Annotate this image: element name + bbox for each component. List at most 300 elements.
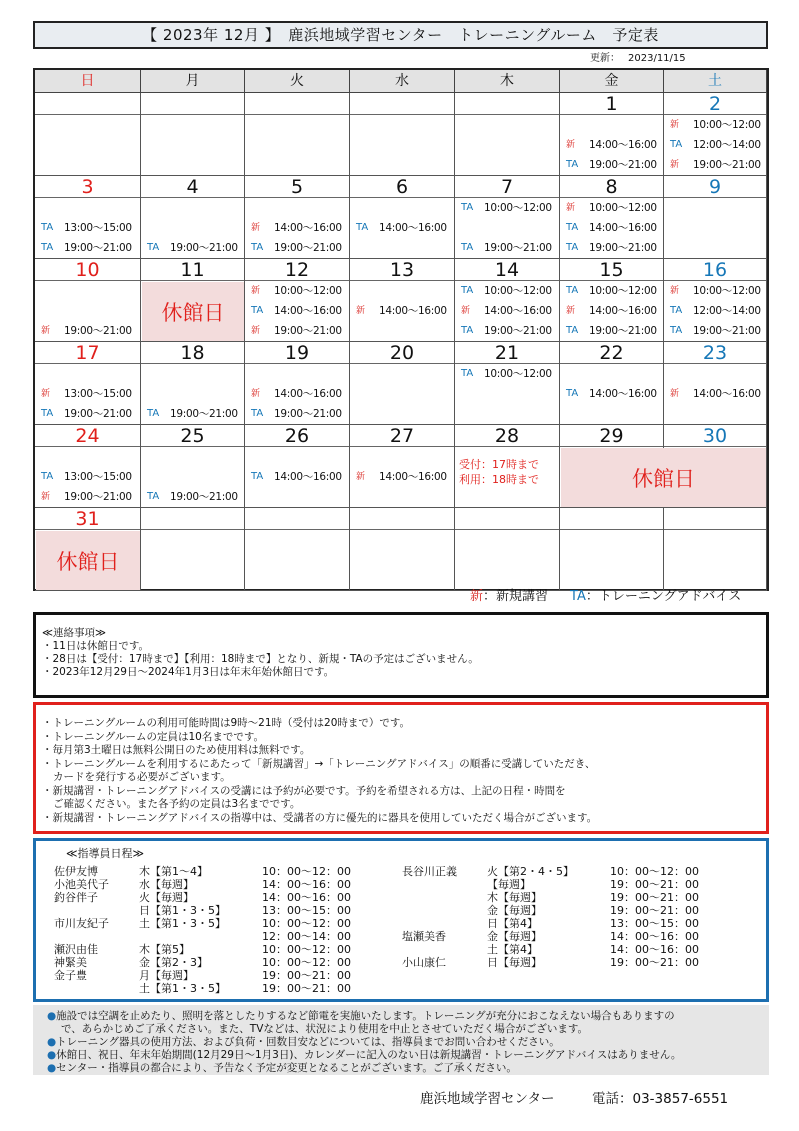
rule-line: ご確認ください。また各予約の定員は3名までです。: [53, 798, 301, 810]
slot-time: 10:00～12:00: [484, 202, 552, 214]
shin-marker: 新: [251, 223, 261, 233]
weekday-header: 土: [664, 70, 767, 93]
schedule-slot: [560, 218, 663, 238]
instructor-row: [402, 943, 742, 956]
day-cell: [245, 425, 350, 508]
slot-time: 19:00～21:00: [170, 408, 238, 420]
weekday-header: 日: [35, 70, 141, 93]
slot-time: 19:00～21:00: [484, 325, 552, 337]
ta-marker: TA: [566, 285, 579, 296]
shin-marker: 新: [251, 389, 261, 399]
instructor-row: [402, 865, 742, 878]
slot-time: 10:00～12:00: [693, 119, 761, 131]
instructor-sched: 金【第2・3】: [139, 956, 208, 969]
ta-marker: TA: [670, 139, 683, 150]
day-number: [35, 93, 140, 115]
schedule-slot: [245, 404, 349, 424]
instructor-sched: 木【第5】: [139, 943, 190, 956]
instructor-sched: 日【毎週】: [487, 956, 542, 969]
instructor-name: 小池美代子: [54, 878, 109, 891]
weekday-header: 月: [141, 70, 245, 93]
instructor-name: 瀬沢由佳: [54, 943, 98, 956]
footer-note-line: [47, 1049, 755, 1062]
schedule-slot: [35, 218, 140, 238]
day-cell: [141, 93, 245, 176]
day-cell: [455, 259, 560, 342]
signature: [420, 1090, 770, 1108]
weekday-header: 火: [245, 70, 350, 93]
day-number: 16: [664, 259, 766, 281]
shin-marker: 新: [356, 472, 366, 482]
slot-time: 12:00～14:00: [693, 305, 761, 317]
instructor-time: 10：00～12：00: [610, 865, 699, 878]
slot-time: 19:00～21:00: [170, 242, 238, 254]
slot-time: 19:00～21:00: [589, 159, 657, 171]
calendar-grid: [33, 68, 769, 591]
rule-line: カードを発行する必要がございます。: [53, 771, 231, 783]
notice-line: ・2023年12月29日～2024年1月3日は年末年始休館日です。: [42, 666, 335, 678]
day-cell: [560, 93, 664, 176]
schedule-slot: [455, 198, 559, 218]
instructor-row: [54, 982, 394, 995]
day-cell: [141, 176, 245, 259]
day-cell: [245, 342, 350, 425]
slot-time: 19:00～21:00: [274, 325, 342, 337]
slot-time: 13:00～15:00: [64, 471, 132, 483]
schedule-slot: [664, 115, 766, 135]
schedule-slot: [455, 301, 559, 321]
ta-marker: TA: [41, 408, 54, 419]
legend-ta-key: TA: [570, 589, 586, 604]
slot-time: 14:00～16:00: [589, 388, 657, 400]
ta-marker: TA: [251, 408, 264, 419]
day-number: 26: [245, 425, 349, 447]
day-cell: [664, 508, 767, 591]
schedule-slot: [350, 301, 454, 321]
shin-marker: 新: [461, 306, 471, 316]
shin-marker: 新: [566, 203, 576, 213]
schedule-slot: [350, 467, 454, 487]
shin-marker: 新: [356, 306, 366, 316]
updated-label: 更新：: [590, 53, 620, 64]
slot-time: 14:00～16:00: [693, 388, 761, 400]
day-number: 27: [350, 425, 454, 447]
slot-time: 14:00～16:00: [379, 471, 447, 483]
instructor-row: [402, 956, 742, 969]
slot-time: 14:00～16:00: [379, 305, 447, 317]
schedule-slot: [35, 321, 140, 341]
slot-time: 14:00～16:00: [274, 222, 342, 234]
instructor-row: [402, 904, 742, 917]
day-number: 7: [455, 176, 559, 198]
signature-tel: 電話：03-3857-6551: [592, 1091, 729, 1107]
day-cell: [245, 259, 350, 342]
instructor-name: 釣谷伴子: [54, 891, 98, 904]
schedule-slot: [245, 467, 349, 487]
rule-line: ・新規講習・トレーニングアドバイスの指導中は、受講者の方に優先的に器具を使用していただく場合がございます。: [42, 811, 598, 824]
day-number: [141, 508, 244, 530]
closed-day-label: 休館日: [561, 448, 766, 507]
instructor-row: [54, 904, 394, 917]
instructor-name: 塩瀬美香: [402, 930, 446, 943]
slot-time: 19:00～21:00: [274, 242, 342, 254]
instructor-row: [54, 943, 394, 956]
instructor-sched: 木【第1～4】: [139, 865, 208, 878]
schedule-slot: [141, 404, 244, 424]
ta-marker: TA: [147, 408, 160, 419]
day-number: 13: [350, 259, 454, 281]
instructor-time: 19：00～21：00: [610, 891, 699, 904]
day-cell: [664, 342, 767, 425]
schedule-slot: [664, 301, 766, 321]
schedule-slot: [455, 281, 559, 301]
footer-note-text: で、あらかじめご了承ください。また、TVなどは、状況により使用を中止とさせていただく場合がございます。: [61, 1023, 589, 1035]
day-number: 1: [560, 93, 663, 115]
day-number: 28: [455, 425, 559, 447]
weekday-header: 水: [350, 70, 455, 93]
schedule-slot: [560, 281, 663, 301]
day-number: 30: [664, 425, 766, 447]
shin-marker: 新: [670, 389, 680, 399]
day-cell: [455, 93, 560, 176]
day-cell: [245, 508, 350, 591]
notice-line: ・11日は休館日です。: [42, 640, 150, 652]
day-number: [455, 93, 559, 115]
footer-note-text: 休館日、祝日、年末年始期間(12月29日～1月3日)、カレンダーに記入のない日は新規講習・トレーニングアドバイスはありません。: [56, 1049, 682, 1061]
day-cell: [141, 425, 245, 508]
ta-marker: TA: [461, 325, 474, 336]
day-number: 8: [560, 176, 663, 198]
schedule-slot: [35, 467, 140, 487]
slot-time: 14:00～16:00: [379, 222, 447, 234]
weekday-header: 木: [455, 70, 560, 93]
day28-note-line: 利用：18時まで: [459, 473, 539, 486]
ta-marker: TA: [251, 242, 264, 253]
ta-marker: TA: [461, 202, 474, 213]
slot-time: 14:00～16:00: [274, 388, 342, 400]
day-cell: [35, 259, 141, 342]
schedule-slot: [455, 321, 559, 341]
updated-value: 2023/11/15: [628, 53, 686, 64]
slot-time: 19:00～21:00: [64, 325, 132, 337]
day-cell: [664, 176, 767, 259]
day-number: 25: [141, 425, 244, 447]
instructor-sched: 金【毎週】: [487, 904, 542, 917]
instructor-time: 19：00～21：00: [262, 969, 351, 982]
slot-time: 13:00～15:00: [64, 388, 132, 400]
rule-line: ・新規講習・トレーニングアドバイスの受講には予約が必要です。予約を希望される方は、上記の日程・時間を: [42, 784, 566, 797]
day-cell: [664, 93, 767, 176]
instructor-time: 14：00～16：00: [262, 878, 351, 891]
shin-marker: 新: [41, 389, 51, 399]
day-cell: [35, 93, 141, 176]
day-cell: [141, 342, 245, 425]
instructor-sched: 火【毎週】: [139, 891, 194, 904]
slot-time: 19:00～21:00: [693, 159, 761, 171]
ta-marker: TA: [356, 222, 369, 233]
instructor-time: 14：00～16：00: [610, 943, 699, 956]
slot-time: 19:00～21:00: [64, 491, 132, 503]
ta-marker: TA: [566, 159, 579, 170]
day-number: 10: [35, 259, 140, 281]
rule-line: ・毎月第3土曜日は無料公開日のため使用料は無料です。: [42, 744, 311, 756]
instructor-row: [402, 917, 742, 930]
schedule-slot: [560, 301, 663, 321]
instructor-row: [54, 956, 394, 969]
instructor-name: 神緊美: [54, 956, 87, 969]
day-number: 23: [664, 342, 766, 364]
day-number: [350, 508, 454, 530]
day-number: 5: [245, 176, 349, 198]
instructor-sched: 金【毎週】: [487, 930, 542, 943]
day-cell: [350, 342, 455, 425]
instructor-sched: 土【第1・3・5】: [139, 917, 226, 930]
instructor-row: [54, 878, 394, 891]
updated-date: [560, 52, 770, 66]
instructor-row: [54, 930, 394, 943]
day28-note: [459, 457, 539, 487]
footer-note-line: [47, 1010, 755, 1023]
instructor-row: [54, 917, 394, 930]
schedule-slot: [350, 218, 454, 238]
instructor-row: [54, 891, 394, 904]
instructor-name: 金子豊: [54, 969, 87, 982]
slot-time: 19:00～21:00: [693, 325, 761, 337]
slot-time: 10:00～12:00: [484, 368, 552, 380]
shin-marker: 新: [670, 160, 680, 170]
instructor-time: 10：00～12：00: [262, 956, 351, 969]
instructor-row: [402, 878, 742, 891]
day-cell: [350, 425, 455, 508]
bullet-icon: ●: [47, 1010, 57, 1022]
ta-marker: TA: [41, 471, 54, 482]
schedule-slot: [664, 135, 766, 155]
instructor-sched: 土【第4】: [487, 943, 538, 956]
day-number: 15: [560, 259, 663, 281]
footer-note-line: [47, 1023, 755, 1036]
slot-time: 12:00～14:00: [693, 139, 761, 151]
slot-time: 19:00～21:00: [274, 408, 342, 420]
day-number: 4: [141, 176, 244, 198]
day-cell: [141, 508, 245, 591]
day-number: [664, 508, 766, 530]
slot-time: 10:00～12:00: [589, 202, 657, 214]
schedule-slot: [455, 238, 559, 258]
legend-ta-text: ：トレーニングアドバイス: [585, 589, 742, 604]
day-number: 31: [35, 508, 140, 530]
schedule-slot: [35, 238, 140, 258]
schedule-slot: [35, 384, 140, 404]
schedule-slot: [664, 384, 766, 404]
day-cell: [560, 508, 664, 591]
footer-note-text: センター・指導員の都合により、予告なく予定が変更となることがございます。ご了承ください。: [56, 1062, 517, 1074]
day28-note-line: 受付：17時まで: [459, 458, 539, 471]
instructor-sched: 日【第1・3・5】: [139, 904, 226, 917]
schedule-slot: [141, 487, 244, 507]
footer-note-line: [47, 1036, 755, 1049]
slot-time: 14:00～16:00: [589, 222, 657, 234]
day-cell: [35, 176, 141, 259]
shin-marker: 新: [41, 326, 51, 336]
slot-time: 14:00～16:00: [274, 471, 342, 483]
day-number: 9: [664, 176, 766, 198]
ta-marker: TA: [461, 242, 474, 253]
schedule-slot: [560, 198, 663, 218]
schedule-slot: [560, 135, 663, 155]
day-cell: [560, 176, 664, 259]
instructor-row: [402, 930, 742, 943]
instructor-sched: 火【第2・4・5】: [487, 865, 574, 878]
day-number: [245, 508, 349, 530]
slot-time: 14:00～16:00: [274, 305, 342, 317]
instructor-name: 小山康仁: [402, 956, 446, 969]
day-cell: [455, 342, 560, 425]
slot-time: 14:00～16:00: [589, 139, 657, 151]
instructor-name: 佐伊友博: [54, 865, 98, 878]
ta-marker: TA: [461, 368, 474, 379]
schedule-slot: [560, 238, 663, 258]
day-number: [560, 508, 663, 530]
instructor-time: 19：00～21：00: [610, 956, 699, 969]
day-cell: [455, 508, 560, 591]
schedule-slot: [245, 218, 349, 238]
day-number: 24: [35, 425, 140, 447]
instructor-sched: 水【毎週】: [139, 878, 194, 891]
slot-time: 10:00～12:00: [484, 285, 552, 297]
closed-day-label: 休館日: [36, 531, 140, 590]
slot-time: 19:00～21:00: [484, 242, 552, 254]
shin-marker: 新: [566, 306, 576, 316]
slot-time: 13:00～15:00: [64, 222, 132, 234]
slot-time: 14:00～16:00: [589, 305, 657, 317]
notice-line: ・28日は【受付：17時まで】【利用：18時まで】となり、新規・TAの予定はございません。: [42, 653, 479, 665]
schedule-slot: [455, 364, 559, 384]
day-number: [350, 93, 454, 115]
day-cell: [245, 176, 350, 259]
instructor-time: 19：00～21：00: [262, 982, 351, 995]
day-number: 20: [350, 342, 454, 364]
day-cell: [350, 93, 455, 176]
shin-marker: 新: [566, 140, 576, 150]
day-number: 11: [141, 259, 244, 281]
day-number: 17: [35, 342, 140, 364]
ta-marker: TA: [251, 305, 264, 316]
instructor-row: [402, 891, 742, 904]
instructor-time: 10：00～12：00: [262, 865, 351, 878]
rule-line: ・トレーニングルームを利用するにあたって「新規講習」→「トレーニングアドバイス」の順番に受講していただき、: [42, 757, 596, 770]
schedule-slot: [560, 321, 663, 341]
instructor-title: ≪指導員日程≫: [66, 847, 145, 860]
day-cell: [455, 176, 560, 259]
schedule-slot: [245, 238, 349, 258]
signature-org: 鹿浜地域学習センター: [420, 1091, 555, 1107]
bullet-icon: ●: [47, 1036, 57, 1048]
instructor-row: [54, 969, 394, 982]
slot-time: 19:00～21:00: [64, 408, 132, 420]
ta-marker: TA: [147, 242, 160, 253]
day-number: [141, 93, 244, 115]
day-cell: [560, 259, 664, 342]
slot-time: 10:00～12:00: [693, 285, 761, 297]
instructor-sched: 土【第1・3・5】: [139, 982, 226, 995]
footer-note-text: 施設では空調を止めたり、照明を落としたりするなど節電を実施いたします。トレーニングが充分におこなえない場合もありますの: [56, 1010, 675, 1022]
day-cell: [35, 342, 141, 425]
day-number: 12: [245, 259, 349, 281]
day-number: 2: [664, 93, 766, 115]
instructor-name: 市川友紀子: [54, 917, 109, 930]
ta-marker: TA: [566, 388, 579, 399]
instructor-time: 13：00～15：00: [610, 917, 699, 930]
ta-marker: TA: [670, 305, 683, 316]
shin-marker: 新: [251, 286, 261, 296]
day-number: 22: [560, 342, 663, 364]
instructor-schedule-box: [33, 838, 769, 1002]
page-title: 【 2023年 12月 】 鹿浜地域学習センター トレーニングルーム 予定表: [33, 21, 768, 49]
ta-marker: TA: [41, 222, 54, 233]
instructor-sched: 日【第4】: [487, 917, 538, 930]
instructor-time: 14：00～16：00: [610, 930, 699, 943]
ta-marker: TA: [566, 222, 579, 233]
ta-marker: TA: [147, 491, 160, 502]
schedule-slot: [141, 238, 244, 258]
footer-note-line: [47, 1062, 755, 1075]
notice-box: [33, 612, 769, 698]
schedule-slot: [35, 404, 140, 424]
day-number: 18: [141, 342, 244, 364]
rule-line: ・トレーニングルームの利用可能時間は9時～21時（受付は20時まで）です。: [42, 717, 411, 729]
instructor-time: 13：00～15：00: [262, 904, 351, 917]
bullet-icon: ●: [47, 1049, 57, 1061]
instructor-time: 19：00～21：00: [610, 878, 699, 891]
shin-marker: 新: [41, 492, 51, 502]
shin-marker: 新: [670, 286, 680, 296]
ta-marker: TA: [461, 285, 474, 296]
day-number: 3: [35, 176, 140, 198]
schedule-slot: [35, 487, 140, 507]
weekday-header: 金: [560, 70, 664, 93]
shin-marker: 新: [251, 326, 261, 336]
schedule-slot: [245, 321, 349, 341]
day-cell: [664, 259, 767, 342]
instructor-time: 10：00～12：00: [262, 943, 351, 956]
rule-line: ・トレーニングルームの定員は10名までです。: [42, 730, 264, 743]
footer-note-text: トレーニング器具の使用方法、および負荷・回数目安などについては、指導員までお問い合わせください。: [56, 1036, 560, 1048]
slot-time: 10:00～12:00: [589, 285, 657, 297]
day-cell: [560, 342, 664, 425]
slot-time: 19:00～21:00: [589, 242, 657, 254]
instructor-sched: 【毎週】: [487, 878, 531, 891]
day-number: 14: [455, 259, 559, 281]
schedule-slot: [560, 155, 663, 175]
day-number: 6: [350, 176, 454, 198]
shin-marker: 新: [670, 120, 680, 130]
instructor-time: 14：00～16：00: [262, 891, 351, 904]
instructor-sched: 木【毎週】: [487, 891, 542, 904]
ta-marker: TA: [566, 242, 579, 253]
notice-title: ≪連絡事項≫: [42, 627, 106, 639]
day-cell: [350, 508, 455, 591]
ta-marker: TA: [41, 242, 54, 253]
closed-day-label: 休館日: [142, 282, 244, 341]
day-number: [245, 93, 349, 115]
slot-time: 19:00～21:00: [170, 491, 238, 503]
slot-time: 19:00～21:00: [64, 242, 132, 254]
legend-shin-text: ：新規講習: [483, 589, 549, 604]
day-number: 19: [245, 342, 349, 364]
instructor-sched: 月【毎週】: [139, 969, 194, 982]
schedule-slot: [245, 384, 349, 404]
day-cell: [35, 425, 141, 508]
